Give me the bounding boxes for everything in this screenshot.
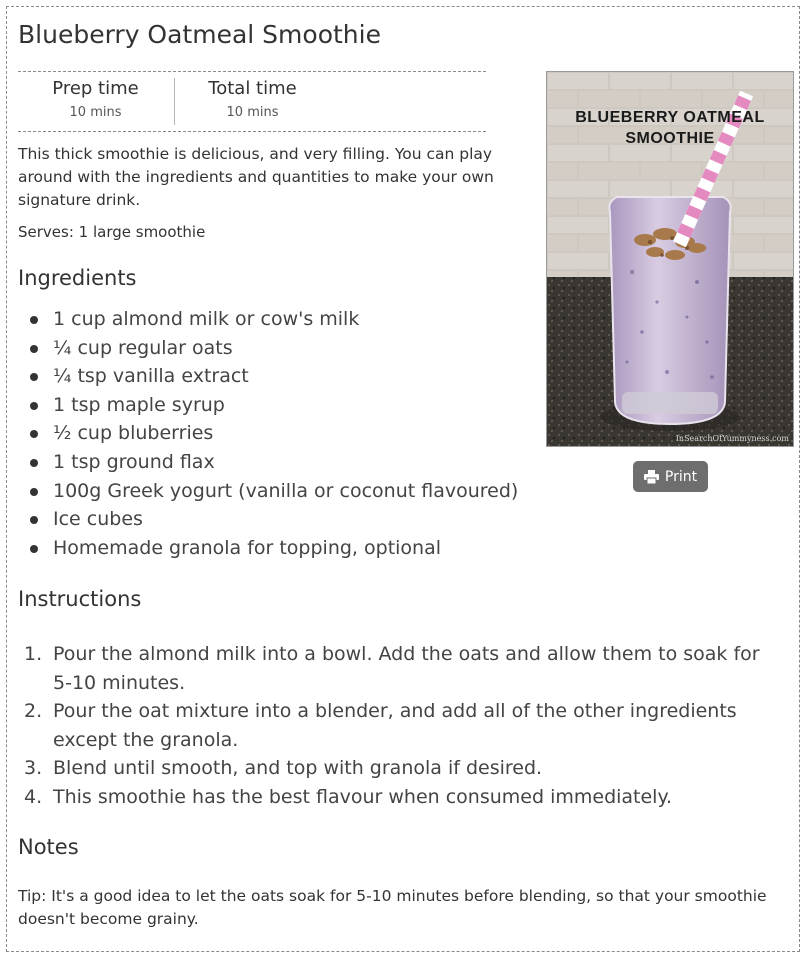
instruction-step: [18, 754, 778, 783]
ingredient-text: 1 tsp ground flax: [53, 450, 215, 473]
ingredient-item: [18, 505, 518, 534]
bullet-icon: [30, 516, 38, 524]
bullet-icon: [30, 345, 38, 353]
step-text: Pour the almond milk into a bowl. Add the oats and allow them to soak for 5-10 minutes.: [53, 643, 760, 694]
notes-text: Tip: It's a good idea to let the oats soak for 5-10 minutes before blending, so that your smoothie doesn't become grainy.: [18, 887, 767, 928]
ingredient-text: ½ cup bluberries: [53, 422, 214, 445]
ingredient-text: 1 tsp maple syrup: [53, 393, 225, 416]
ingredients-heading: Ingredients: [18, 266, 137, 290]
recipe-description: This thick smoothie is delicious, and very filling. You can play around with the ingredients and quantities to make your own signature drink.: [18, 145, 494, 209]
ingredient-item: [18, 391, 518, 420]
ingredient-item: [18, 334, 518, 363]
photo-title: BLUEBERRY OATMEAL SMOOTHIE: [575, 109, 765, 147]
ingredient-text: Homemade granola for topping, optional: [53, 536, 442, 559]
prep-time-value: 10 mins: [69, 105, 122, 120]
notes-heading: Notes: [18, 835, 79, 859]
ingredient-text: 1 cup almond milk or cow's milk: [53, 308, 360, 330]
print-button[interactable]: [633, 461, 708, 492]
step-text: Pour the oat mixture into a blender, and add all of the other ingredients except the granola.: [53, 700, 737, 751]
print-label: Print: [664, 468, 698, 485]
instruction-step: [18, 783, 778, 812]
ingredient-text: 100g Greek yogurt (vanilla or coconut flavoured): [53, 479, 519, 502]
total-time: [174, 78, 330, 125]
instruction-step: [18, 697, 778, 754]
ingredient-item: [18, 419, 518, 448]
ingredients-list: [18, 305, 518, 562]
bullet-icon: [30, 373, 38, 381]
ingredient-item: [18, 534, 518, 563]
bullet-icon: [30, 402, 38, 410]
prep-time-label: Prep time: [52, 78, 139, 99]
instructions-heading: Instructions: [18, 587, 142, 611]
bullet-icon: [30, 459, 38, 467]
step-number: 1.: [24, 643, 43, 665]
bullet-icon: [30, 430, 38, 438]
ingredient-text: ¼ tsp vanilla extract: [53, 365, 249, 388]
ingredient-item: [18, 362, 518, 391]
recipe-photo: [546, 71, 794, 447]
step-text: This smoothie has the best flavour when consumed immediately.: [53, 785, 673, 808]
ingredient-text: ¼ cup regular oats: [53, 336, 233, 359]
ingredient-item: [18, 448, 518, 477]
total-time-label: Total time: [208, 78, 297, 99]
recipe-title: Blueberry Oatmeal Smoothie: [18, 20, 381, 49]
bullet-icon: [30, 545, 38, 553]
bullet-icon: [30, 488, 38, 496]
photo-watermark: InSearchOfYummyness.com: [675, 434, 789, 443]
instructions-list: [18, 640, 778, 812]
step-number: 4.: [24, 785, 43, 808]
step-number: 3.: [24, 757, 43, 780]
ingredient-text: Ice cubes: [53, 508, 143, 531]
prep-time: [18, 72, 173, 131]
step-number: 2.: [24, 700, 43, 723]
time-bar: [18, 71, 486, 132]
recipe-serves: Serves: 1 large smoothie: [18, 223, 206, 241]
ingredient-item: [18, 477, 518, 506]
step-text: Blend until smooth, and top with granola if desired.: [53, 757, 543, 780]
ingredient-item: [18, 305, 518, 334]
total-time-value: 10 mins: [226, 105, 279, 120]
printer-icon: [644, 470, 659, 484]
instruction-step: [18, 640, 778, 697]
bullet-icon: [30, 316, 38, 324]
